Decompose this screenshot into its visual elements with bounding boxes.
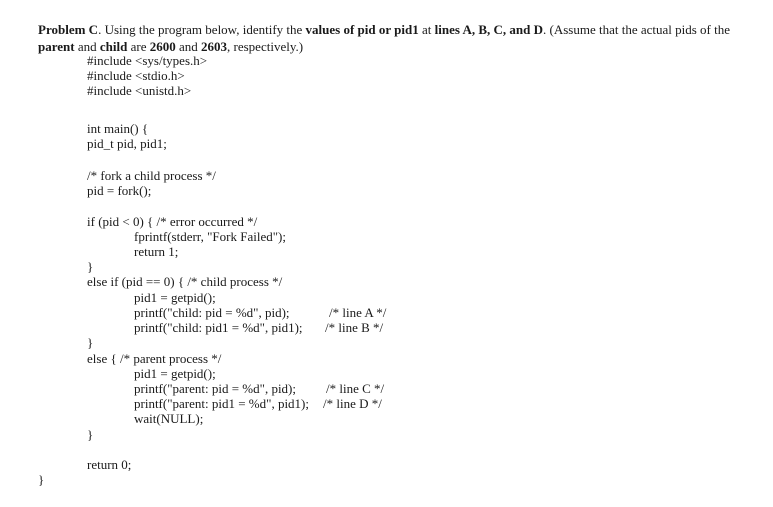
wait-call-line: wait(NULL); — [134, 411, 204, 426]
include-line-3: #include <unistd.h> — [87, 83, 192, 98]
problem-text-7: , respectively.) — [227, 39, 304, 54]
close-brace-1: } — [87, 259, 94, 274]
problem-bold-2603: 2603 — [201, 39, 228, 54]
return-0-line: return 0; — [87, 457, 132, 472]
line-b-comment: /* line B */ — [325, 320, 384, 335]
fprintf-line: fprintf(stderr, "Fork Failed"); — [134, 229, 286, 244]
include-line-2: #include <stdio.h> — [87, 68, 185, 83]
line-d-comment: /* line D */ — [323, 396, 382, 411]
variable-declaration: pid_t pid, pid1; — [87, 136, 167, 151]
problem-text-4: and — [74, 39, 100, 54]
return-1-line: return 1; — [134, 244, 179, 259]
problem-label: Problem C — [38, 22, 99, 37]
line-a-comment: /* line A */ — [329, 305, 387, 320]
child-printf-pid-line: printf("child: pid = %d", pid); — [134, 305, 290, 320]
fork-comment: /* fork a child process */ — [87, 168, 216, 183]
fork-call: pid = fork(); — [87, 183, 152, 198]
include-line-1: #include <sys/types.h> — [87, 53, 208, 68]
problem-text-1: . Using the program below, identify the — [98, 22, 306, 37]
main-declaration: int main() { — [87, 121, 149, 136]
line-c-comment: /* line C */ — [326, 381, 385, 396]
problem-bold-1: values of pid or pid1 — [305, 22, 419, 37]
problem-bold-2600: 2600 — [149, 39, 176, 54]
parent-getpid-line: pid1 = getpid(); — [134, 366, 216, 381]
problem-text-6: and — [175, 39, 202, 54]
if-error-line: if (pid < 0) { /* error occurred */ — [87, 214, 258, 229]
child-printf-pid1-line: printf("child: pid1 = %d", pid1); — [134, 320, 303, 335]
else-parent-line: else { /* parent process */ — [87, 351, 222, 366]
else-if-child-line: else if (pid == 0) { /* child process */ — [87, 274, 283, 289]
parent-printf-pid1-line: printf("parent: pid1 = %d", pid1); — [134, 396, 309, 411]
problem-text-5: are — [127, 39, 150, 54]
problem-text-3: . (Assume that the actual pids of the — [543, 22, 731, 37]
close-brace-2: } — [87, 335, 94, 350]
problem-text-2: at — [418, 22, 435, 37]
close-brace-3: } — [87, 427, 94, 442]
problem-bold-2: lines A, B, C, and D — [434, 22, 543, 37]
child-getpid-line: pid1 = getpid(); — [134, 290, 216, 305]
problem-bold-parent: parent — [38, 39, 75, 54]
main-close-brace: } — [38, 472, 45, 487]
problem-bold-child: child — [99, 39, 128, 54]
parent-printf-pid-line: printf("parent: pid = %d", pid); — [134, 381, 296, 396]
